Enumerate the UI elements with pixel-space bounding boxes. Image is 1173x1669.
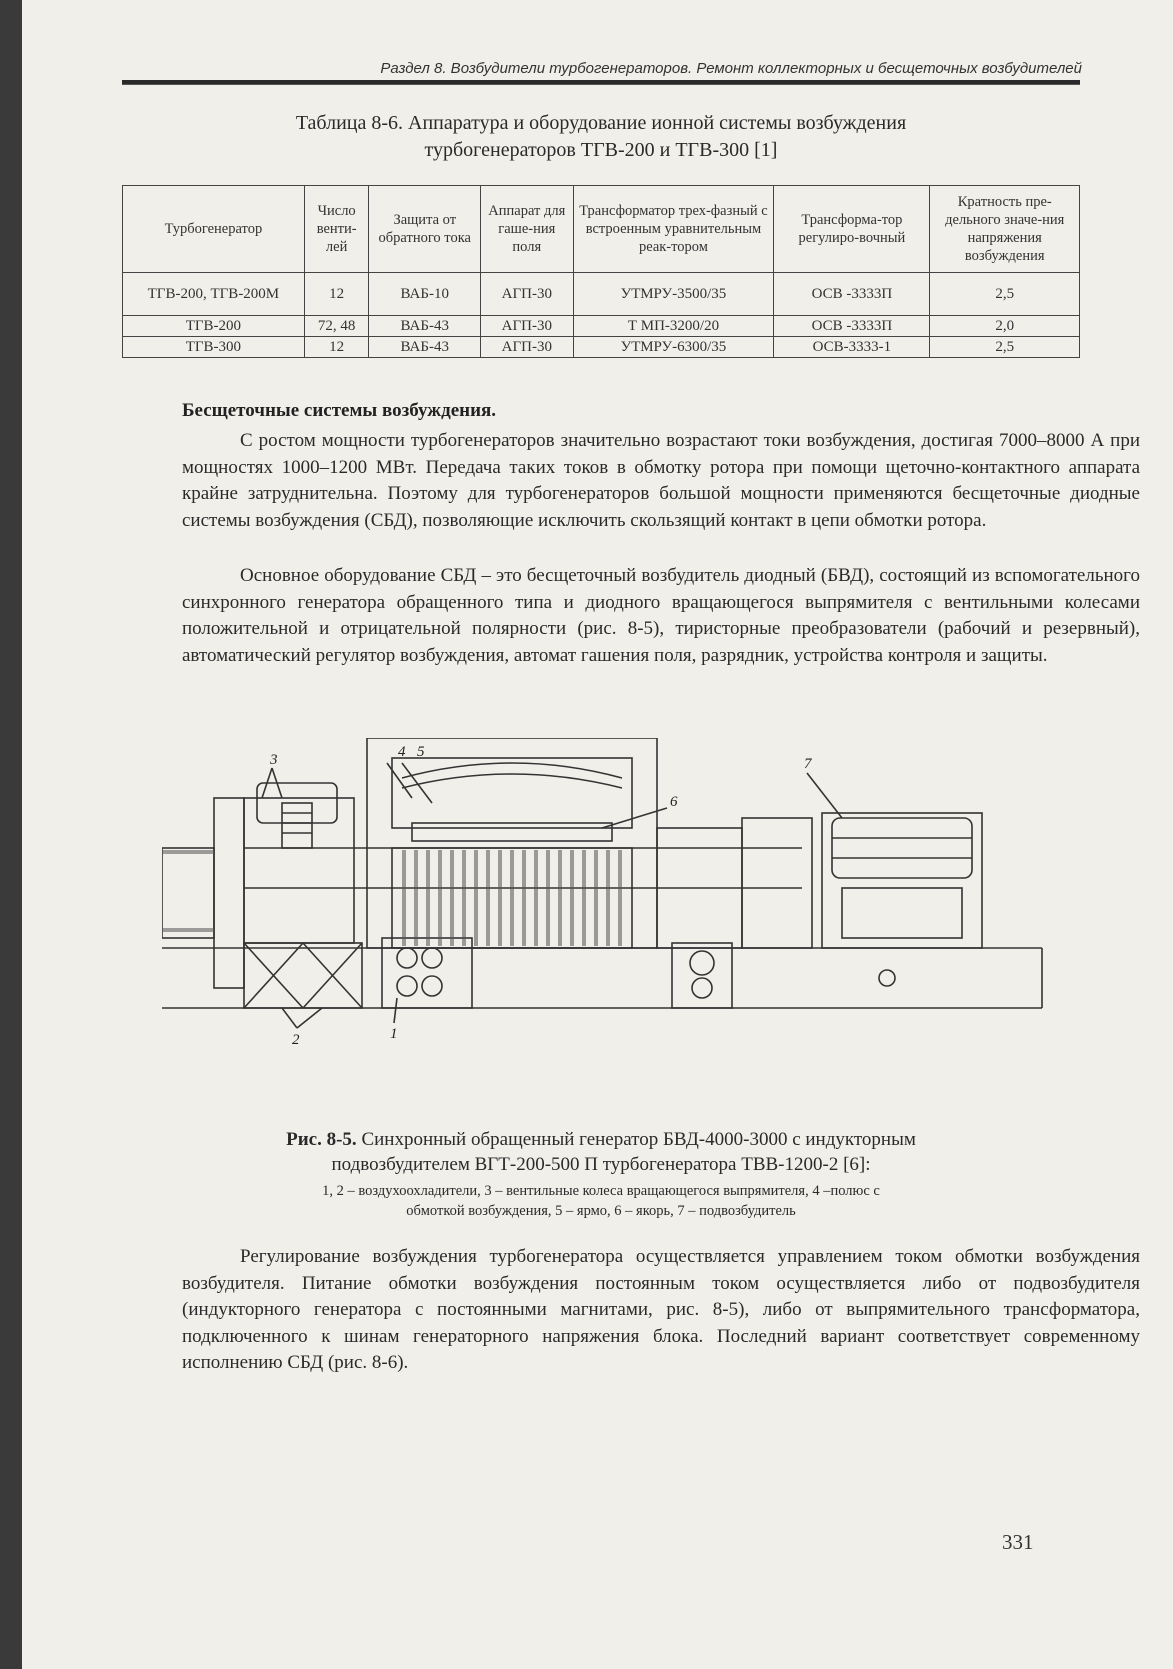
figure-label-3: 3 [270,752,278,768]
table-cell: 12 [304,337,369,358]
table-caption-line-1: Таблица 8-6. Аппаратура и оборудование ионной системы возбуждения [295,112,907,134]
figure-caption [122,1127,1080,1177]
section-title: Бесщеточные системы возбуждения. [182,400,497,421]
table-header-row [123,186,1080,273]
generator-drawing [162,738,1062,1088]
table-cell: ТГВ-200 [123,316,305,337]
page-number: 331 [1002,1530,1034,1554]
table-header-cell: Трансформа-тор регулиро-вочный [774,186,930,273]
figure-label-4: 4 [398,744,406,760]
table-cell: АГП-30 [481,316,574,337]
figure-label-1: 1 [390,1026,398,1042]
table-header-cell: Аппарат для гаше-ния поля [481,186,574,273]
table-cell: ВАБ-10 [369,273,481,316]
table-header-cell: Число венти-лей [304,186,369,273]
table-header-cell: Кратность пре-дельного значе-ния напряжения возбуждения [930,186,1080,273]
table-row [123,316,1080,337]
table-cell: АГП-30 [481,337,574,358]
table-caption [122,110,1080,164]
table-header-cell: Трансформатор трех-фазный с встроенным уравнительным реак-тором [573,186,774,273]
table-cell: ВАБ-43 [369,337,481,358]
table-cell: 2,5 [930,273,1080,316]
table-cell: 12 [304,273,369,316]
table-cell: 2,5 [930,337,1080,358]
figure-legend [122,1181,1080,1221]
table-cell: 2,0 [930,316,1080,337]
figure-label-5: 5 [417,744,425,760]
figure-caption-line-1 [122,1127,1080,1152]
paragraph-2: Основное оборудование СБД – это бесщеточный возбудитель диодный (БВД), состоящий из вспомогательного синхронного генератора обращенного типа и диодного вращающегося выпрямителя с вентильными колесами положительной и отрицательной полярности (рис. 8-5), тиристорные преобразователи (рабочий и резервный), автоматический регулятор возбуждения, автомат гашения поля, разрядник, устройства контроля и защиты. [182,565,1140,666]
figure-title: Синхронный обращенный генератор БВД-4000-3000 с индукторным [356,1129,916,1150]
table-cell: ОСВ -3333П [774,273,930,316]
figure-number: Рис. 8-5. [286,1129,357,1150]
table-header-cell: Защита от обратного тока [369,186,481,273]
table-cell: ОСВ -3333П [774,316,930,337]
table-cell: ОСВ-3333-1 [774,337,930,358]
table-cell: ТГВ-200, ТГВ-200М [123,273,305,316]
figure-label-6: 6 [670,794,678,810]
figure-label-7: 7 [804,756,812,772]
table-cell: ВАБ-43 [369,316,481,337]
table-row [123,337,1080,358]
figure-label-2: 2 [292,1032,300,1048]
equipment-table [122,185,1080,358]
figure-legend-line-2: обмоткой возбуждения, 5 – ярмо, 6 – якорь, 7 – подвозбудитель [406,1203,796,1219]
table-cell: ТГВ-300 [123,337,305,358]
figure-caption-line-2: подвозбудителем ВГТ-200-500 П турбогенератора ТВВ-1200-2 [6]: [331,1154,871,1175]
paragraph-3: Регулирование возбуждения турбогенератора осуществляется управлением током обмотки возбуждения возбудителя. Питание обмотки возбуждения постоянным током осуществляется либо от подвозбудителя (индукторного генератора с постоянными магнитами, рис. 8-5), либо от выпрямительного трансформатора, подключенного к шинам генераторного напряжения блока. Последний вариант соответствует современному исполнению СБД (рис. 8-6). [182,1246,1140,1373]
header-rule [122,80,1080,85]
table-caption-line-2: турбогенераторов ТГВ-200 и ТГВ-300 [1] [424,139,778,161]
running-head: Раздел 8. Возбудители турбогенераторов. Ремонт коллекторных и бесщеточных возбудителей [380,60,1082,77]
document-page [22,0,1173,1669]
table-cell: УТМРУ-6300/35 [573,337,774,358]
generator-drawing-svg [162,738,1062,1088]
paragraph-1: С ростом мощности турбогенераторов значительно возрастают токи возбуждения, достигая 7000–8000 А при мощностях 1000–1200 МВт. Передача таких токов в обмотку ротора при помощи щеточно-контактного аппарата крайне затруднительна. Поэтому для турбогенераторов большой мощности применяются бесщеточные диодные системы возбуждения (СБД), позволяющие исключить скользящий контакт в цепи обмотки ротора. [182,430,1140,531]
table-cell: УТМРУ-3500/35 [573,273,774,316]
table-header-cell: Турбогенератор [123,186,305,273]
table-cell: Т МП-3200/20 [573,316,774,337]
figure-legend-line-1: 1, 2 – воздухоохладители, 3 – вентильные колеса вращающегося выпрямителя, 4 –полюс с [322,1183,880,1199]
table-cell: 72, 48 [304,316,369,337]
table-row [123,273,1080,316]
table-cell: АГП-30 [481,273,574,316]
